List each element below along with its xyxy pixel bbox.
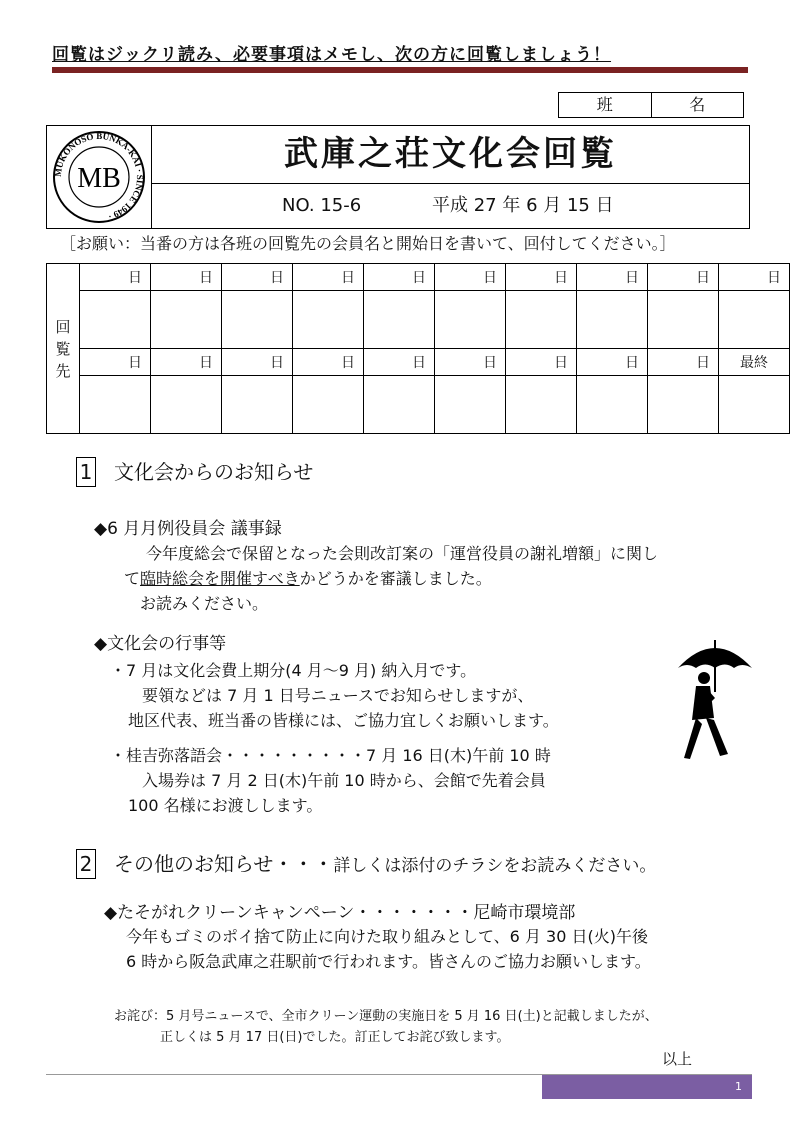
apology-line1: お詫び：5 月号ニュースで、全市クリーン運動の実施日を 5 月 16 日(土)と記載しましたが、 [114, 1009, 658, 1024]
section1-title: 文化会からのお知らせ [114, 460, 314, 484]
bullet1-line2: 要領などは 7 月 1 日号ニュースでお知らせしますが、 [142, 686, 534, 705]
title-box [46, 125, 750, 229]
member-cell[interactable] [506, 376, 577, 434]
day-cell: 日 [80, 349, 151, 376]
day-cell: 日 [506, 264, 577, 291]
bullet1-line1: ・7 月は文化会費上期分(4 月〜9 月) 納入月です。 [110, 661, 477, 680]
day-cell: 日 [151, 264, 222, 291]
member-cell[interactable] [364, 376, 435, 434]
member-cell[interactable] [719, 291, 790, 349]
member-cell[interactable] [577, 291, 648, 349]
member-cell[interactable] [151, 376, 222, 434]
logo-cell [47, 126, 152, 228]
day-cell: 日 [435, 264, 506, 291]
section1-number: 1 [76, 457, 96, 487]
logo-ring-text: MUKONOSO BUNKA-KAI · SINCE 1949 · [52, 130, 146, 222]
umbrella-person-image [670, 628, 760, 768]
member-cell[interactable] [293, 376, 364, 434]
campaign-line1: 今年もゴミのポイ捨て防止に向けた取り組みとして、6 月 30 日(火)午後 [126, 927, 648, 946]
closing-text: 以上 [662, 1050, 693, 1068]
section2-title: その他のお知らせ・・・ [114, 852, 334, 876]
item1-line3: お読みください。 [140, 594, 269, 613]
member-cell[interactable] [435, 291, 506, 349]
bullet1-line3: 地区代表、班当番の皆様には、ご協力宜しくお願いします。 [128, 711, 559, 730]
member-cell[interactable] [364, 291, 435, 349]
bullet2-line1: ・桂吉弥落語会・・・・・・・・・7 月 16 日(木)午前 10 時 [110, 746, 551, 765]
item2-title: ◆文化会の行事等 [94, 634, 227, 654]
day-cell: 日 [577, 264, 648, 291]
item1-underlined: 臨時総会を開催すべき [140, 569, 300, 588]
day-cell: 日 [719, 264, 790, 291]
section2-number: 2 [76, 849, 96, 879]
issue-number: NO. 15-6 [282, 195, 362, 216]
day-cell: 日 [648, 264, 719, 291]
final-cell: 最終 [719, 349, 790, 376]
request-note: ［お願い：当番の方は各班の回覧先の会員名と開始日を書いて、回付してください。］ [60, 234, 676, 253]
member-cell[interactable] [151, 291, 222, 349]
circulation-row-label: 回覧先 [47, 264, 80, 434]
section1-heading [76, 456, 313, 487]
bullet2-line2: 入場券は 7 月 2 日(木)午前 10 時から、会館で先着会員 [142, 771, 546, 790]
section2-subtitle: 詳しくは添付のチラシをお読みください。 [333, 856, 657, 876]
page-number-bar [542, 1075, 752, 1099]
member-cell[interactable] [577, 376, 648, 434]
campaign-title: ◆たそがれクリーンキャンペーン・・・・・・・尼崎市環境部 [104, 903, 576, 923]
logo-initials: MB [77, 163, 121, 194]
day-cell: 日 [364, 349, 435, 376]
item1-line2: て臨時総会を開催すべきかどうかを審議しました。 [124, 569, 492, 588]
day-cell: 日 [151, 349, 222, 376]
han-label: 班 [559, 93, 652, 117]
mei-label: 名 [689, 95, 706, 114]
page-title: 武庫之荘文化会回覧 [152, 126, 749, 184]
page-number: 1 [735, 1080, 742, 1093]
member-cell[interactable] [719, 376, 790, 434]
circulation-banner: 回覧はジックリ読み、必要事項はメモし、次の方に回覧しましょう！ [52, 45, 612, 65]
day-cell: 日 [293, 264, 364, 291]
mb-logo [47, 126, 151, 228]
item1-title: ◆6 月月例役員会 議事録 [94, 519, 282, 539]
day-cell: 日 [222, 349, 293, 376]
member-cell[interactable] [293, 291, 364, 349]
section2-heading [76, 848, 656, 879]
circulation-table [46, 263, 790, 434]
banner-rule [52, 67, 748, 73]
day-cell: 日 [222, 264, 293, 291]
member-cell[interactable] [80, 376, 151, 434]
member-cell[interactable] [648, 291, 719, 349]
member-cell[interactable] [80, 291, 151, 349]
day-cell: 日 [648, 349, 719, 376]
issue-date: 平成 27 年 6 月 15 日 [432, 195, 614, 216]
day-cell: 日 [364, 264, 435, 291]
day-cell: 日 [577, 349, 648, 376]
bullet2-line3: 100 名様にお渡しします。 [128, 796, 323, 815]
issue-row [152, 184, 749, 228]
member-cell[interactable] [435, 376, 506, 434]
member-cell[interactable] [648, 376, 719, 434]
day-cell: 日 [506, 349, 577, 376]
item1-line1: 今年度総会で保留となった会則改訂案の「運営役員の謝礼増額」に関し [146, 544, 659, 563]
member-cell[interactable] [222, 376, 293, 434]
member-cell[interactable] [222, 291, 293, 349]
day-cell: 日 [435, 349, 506, 376]
day-cell: 日 [293, 349, 364, 376]
member-cell[interactable] [506, 291, 577, 349]
han-mei-box [558, 92, 744, 118]
apology-line2: 正しくは 5 月 17 日(日)でした。訂正してお詫び致します。 [160, 1030, 510, 1045]
campaign-line2: 6 時から阪急武庫之荘駅前で行われます。皆さんのご協力お願いします。 [126, 952, 651, 971]
day-cell: 日 [80, 264, 151, 291]
